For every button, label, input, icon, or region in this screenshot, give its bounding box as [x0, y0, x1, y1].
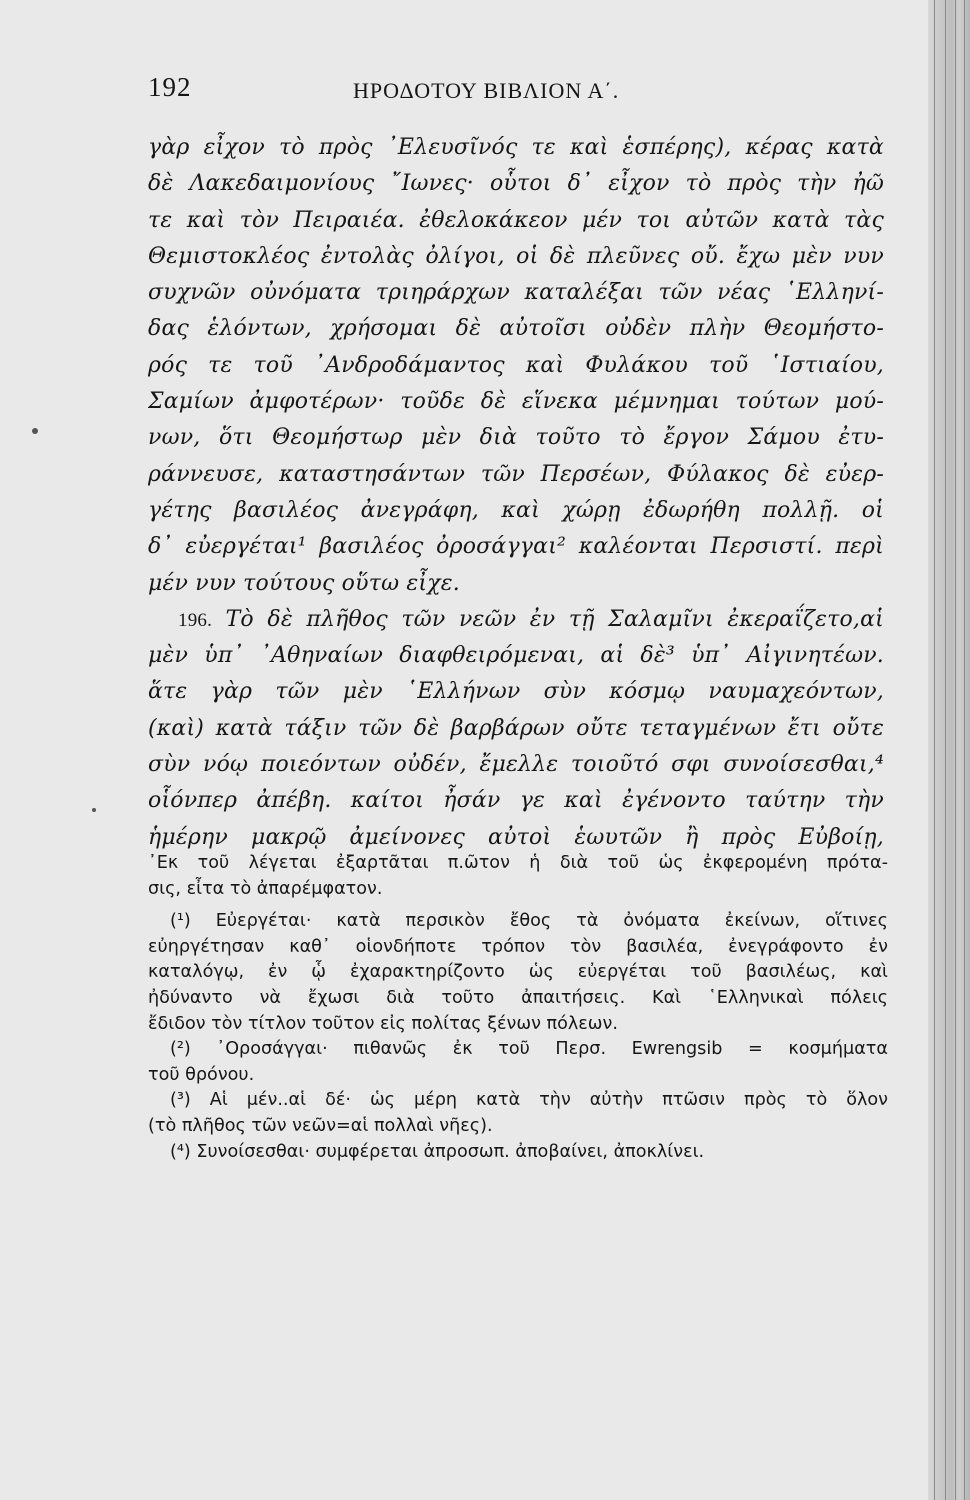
text-line: μὲν ὑπ᾿ ᾿Αθηναίων διαφθειρόμεναι, αἱ δὲ³ ὑπ᾿ Αἰγινητέων. — [148, 643, 884, 669]
text-line: ράννευσε, καταστησάντων τῶν Περσέων, Φύλακος δὲ εὐερ- — [148, 461, 884, 487]
binding-line — [945, 0, 946, 1500]
text-line: οἷόνπερ ἀπέβη. καίτοι ἦσάν γε καὶ ἐγένοντο ταύτην τὴν — [148, 788, 884, 814]
footnote-marker: (¹) — [170, 911, 191, 932]
section-first-line — [148, 602, 884, 638]
binding-line — [934, 0, 935, 1500]
text-line: γέτης βασιλέος ἀνεγράφη, καὶ χώρῃ ἐδωρήθη πολλῇ. οἱ — [148, 497, 884, 523]
text-line: τε καὶ τὸν Πειραιέα. ἐθελοκάκεον μέν τοι αὐτῶν κατὰ τὰς — [148, 207, 884, 233]
text-line: (καὶ) κατὰ τάξιν τῶν δὲ βαρβάρων οὔτε τεταγμένων ἔτι οὔτε — [148, 715, 884, 741]
footnote-line: ἠδύναντο νὰ ἔχωσι διὰ τοῦτο ἀπαιτήσεις. Καὶ ῾Ελληνικαὶ πόλεις — [148, 987, 888, 1008]
footnote-marker: (⁴) — [170, 1141, 191, 1162]
footnote-line: καταλόγῳ, ἐν ᾧ ἐχαρακτηρίζοντο ὡς εὐεργέται τοῦ βασιλέως, καὶ — [148, 962, 888, 983]
footnote-line: εὐηργέτησαν καθ᾿ οἱονδήποτε τρόπον τὸν βασιλέα, ἐνεγράφοντο ἐν — [148, 936, 888, 957]
footnote-text: Εὐεργέται· κατὰ περσικὸν ἔθος τὰ ὀνόματα ἐκείνων, οἵτινες — [215, 911, 888, 932]
footnote-line: ἔδιδον τὸν τίτλον τοῦτον εἰς πολίτας ξένων πόλεων. — [148, 1013, 618, 1034]
page-header — [148, 72, 888, 112]
footnotes — [148, 851, 888, 1165]
footnote-text: ᾿Οροσάγγαι· πιθανῶς ἐκ τοῦ Περσ. Ewrengsib = κοσμήματα — [216, 1039, 888, 1060]
binding-line — [964, 0, 965, 1500]
text-line: δας ἑλόντων, χρήσομαι δὲ αὐτοῖσι οὐδὲν πλὴν Θεομήστο- — [148, 316, 884, 342]
print-speck — [92, 808, 96, 812]
text-line: Θεμιστοκλέος ἐντολὰς ὀλίγοι, οἱ δὲ πλεῦνες οὔ. ἔχω μὲν νυν — [148, 243, 884, 269]
text-line: ἡμέρην μακρῷ ἀμείνονες αὐτοὶ ἑωυτῶν ἢ πρὸς Εὐβοίῃ, — [148, 824, 884, 850]
text-line: ρός τε τοῦ ᾿Ανδροδάμαντος καὶ Φυλάκου τοῦ ῾Ιστιαίου, — [148, 352, 884, 378]
footnote-text: Αἱ μέν..αἱ δέ· ὡς μέρη κατὰ τὴν αὐτὴν πτῶσιν πρὸς τὸ ὅλον — [209, 1090, 888, 1111]
footnote-4 — [148, 1140, 888, 1166]
footnote-line: ᾿Εκ τοῦ λέγεται ἐξαρτᾶται π.ῶτον ἡ διὰ τοῦ ὡς ἐκφερομένη πρότα- — [148, 853, 888, 873]
print-speck — [32, 428, 38, 434]
footnote-text: Συνοίσεσθαι· συμφέρεται ἀπροσωπ. ἀποβαίνει, ἀποκλίνει. — [196, 1141, 705, 1162]
footnote-2 — [148, 1037, 888, 1063]
footnote-marker: (³) — [170, 1090, 191, 1111]
text-line: γὰρ εἶχον τὸ πρὸς ᾿Ελευσῖνός τε καὶ ἑσπέρης), κέρας κατὰ — [148, 135, 884, 160]
section-text: Τὸ δὲ πλῆθος τῶν νεῶν ἐν τῇ Σαλαμῖνι ἐκεραΐζετο,αἱ — [225, 606, 884, 632]
binding-line — [955, 0, 956, 1500]
section-number: 196. — [178, 609, 213, 631]
footnote-3 — [148, 1088, 888, 1114]
footnote-line: (τὸ πλῆθος τῶν νεῶν=αἱ πολλαὶ νῆες). — [148, 1115, 493, 1136]
text-line: ἅτε γὰρ τῶν μὲν ῾Ελλήνων σὺν κόσμῳ ναυμαχεόντων, — [148, 679, 884, 705]
text-line: δὲ Λακεδαιμονίους ῎Ιωνες· οὗτοι δ᾿ εἶχον τὸ πρὸς τὴν ἠῶ — [148, 171, 884, 197]
footnote-1 — [148, 909, 888, 935]
main-text — [148, 130, 884, 856]
footnote-marker: (²) — [170, 1039, 191, 1060]
footnote-line: τοῦ θρόνου. — [148, 1064, 255, 1085]
text-line: συχνῶν οὐνόματα τριηράρχων καταλέξαι τῶν νέας ῾Ελληνί- — [148, 280, 884, 306]
text-line: σὺν νόῳ ποιεόντων οὐδέν, ἔμελλε τοιοῦτό σφι συνοίσεσθαι,⁴ — [148, 752, 884, 778]
text-line: μέν νυν τούτους οὕτω εἶχε. — [148, 570, 460, 596]
text-line: νων, ὅτι Θεομήστωρ μὲν διὰ τοῦτο τὸ ἔργον Σάμου ἐτυ- — [148, 425, 884, 451]
running-title: ΗΡΟΔΟΤΟΥ ΒΙΒΛΙΟΝ Α΄. — [353, 78, 620, 103]
page-number: 192 — [148, 72, 192, 102]
text-line: δ᾿ εὐεργέται¹ βασιλέος ὀροσάγγαι² καλέονται Περσιστί. περὶ — [148, 534, 884, 560]
book-binding-edge — [928, 0, 970, 1500]
footnote-line: σις, εἶτα τὸ ἀπαρέμφατον. — [148, 878, 383, 899]
text-line: Σαμίων ἀμφοτέρων· τοῦδε δὲ εἵνεκα μέμνημαι τούτων μού- — [148, 389, 884, 415]
